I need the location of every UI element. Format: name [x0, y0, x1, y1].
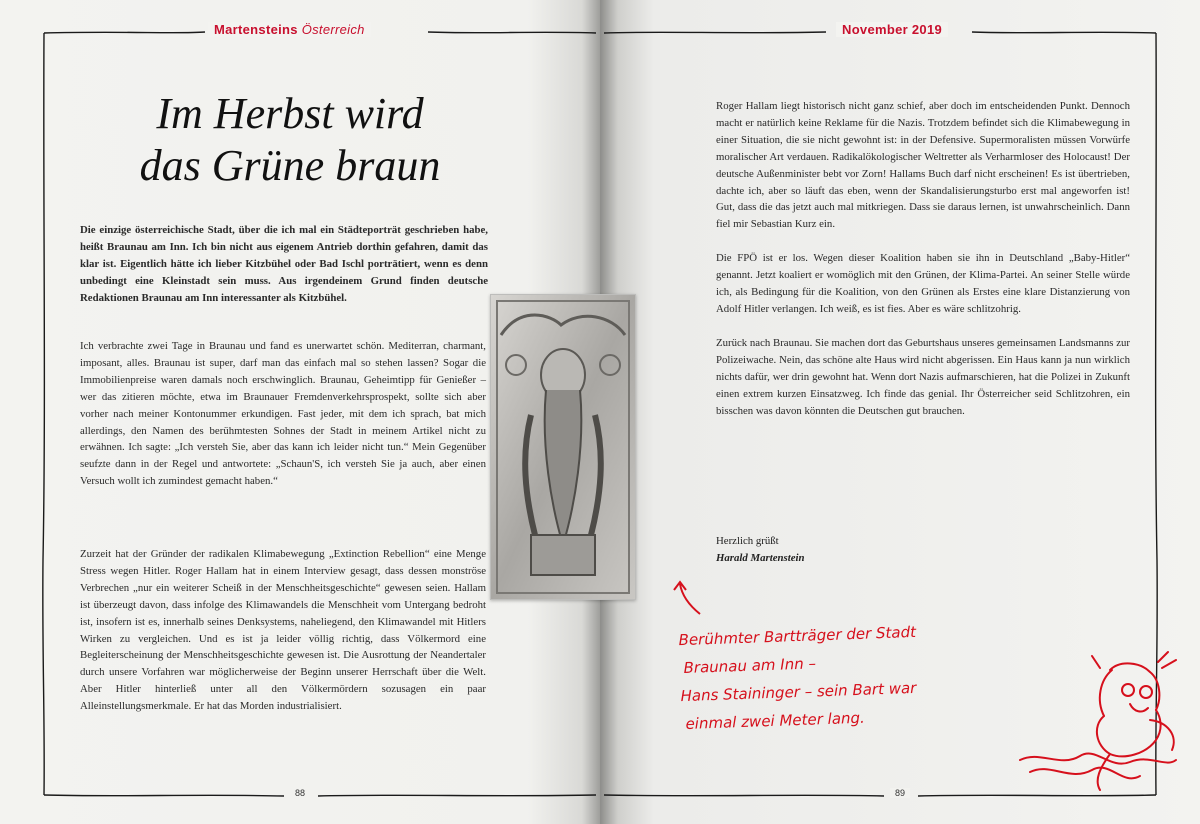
handwritten-arrow — [670, 578, 710, 618]
header-left-title: Martensteins Österreich — [208, 22, 371, 37]
statue-photo — [490, 294, 636, 600]
right-column — [716, 98, 1130, 436]
handnote-line1: Berühmter Bartträger der Stadt — [678, 622, 917, 650]
body-paragraph: Die FPÖ ist er los. Wegen dieser Koalition haben sie ihn in Deutschland „Baby-Hitler“ genannt. Jetzt koaliert er womöglich mit den Grünen, der Klima-Partei. An seiner Stelle würde ich, als Bedingung für die Koalition, von den Grünen als Erstes eine klare Distanzierung von Adolf Hitler verlangen. Ich weiß, es ist fies. Aber es wäre schlitzohrig. — [716, 252, 1130, 315]
handnote-line3: Hans Staininger – sein Bart war — [680, 678, 917, 706]
signature-name: Harald Martenstein — [716, 552, 805, 564]
intro-paragraph: Die einzige österreichische Stadt, über die ich mal ein Städteporträt geschrieben habe, heißt Braunau am Inn. Ich bin nicht aus eigenem Antrieb dorthin gefahren, damit das klar ist. Eigentlich hätte ich lieber Kitzbühel oder Bad Ischl porträtiert, wenn es denn unbedingt eine Kleinstadt sein muss. Aus irgendeinem Grund finden deutsche Redaktionen Braunau am Inn interessanter als Kitzbühel. — [80, 224, 488, 304]
body-paragraph: Zurzeit hat der Gründer der radikalen Klimabewegung „Extinction Rebellion“ eine Menge Stress wegen Hitler. Roger Hallam hat in einem Interview gesagt, dass dessen monströse Verbrechen „nur ein weiterer Scheiß in der Menschheitsgeschichte“ gewesen seien. Hallam ist überzeugt davon, dass infolge des Klimawandels die Menschheit vom Untergang bedroht ist, insofern ist es, innerhalb seines Denksystems, naheliegend, den Klimawandel mit Hitlers Wirken zu vergleichen. Und es ist ja leider völlig richtig, dass Völkermord eine Begleiterscheinung der Menschheitsgeschichte gewesen ist. Die Ausrottung der Neandertaler durch unsere Vorfahren war möglicherweise der Beginn unserer Herrschaft über die Welt. Aber Hitler hinterließ unter all den Völkermördern sozusagen ein paar Alleinstellungsmerkmale. Er hat das Morden industrialisiert. — [80, 548, 486, 713]
body-paragraph: Zurück nach Braunau. Sie machen dort das Geburtshaus unseres gemeinsamen Landsmanns zur Polizeiwache. Nein, das schöne alte Haus wird nicht abgerissen. Ein Haus kann ja nun wirklich nichts dafür, wer drin gewohnt hat. Wenn dort Nazis aufmarschieren, hat die Polizei in Zukunft einen extrem kurzen Einsatzweg. Ich finde das genial. Ihr Österreicher seid Schlitzohren, ein bisschen was davon könnten die Deutschen gut brauchen. — [716, 336, 1130, 417]
handnote-line2: Braunau am Inn – — [683, 654, 817, 678]
signature-block — [716, 533, 805, 567]
body-paragraph: Ich verbrachte zwei Tage in Braunau und fand es unerwartet schön. Mediterran, charmant, imposant, alles. Braunau ist super, darf man das einfach mal so stehen lassen? Sogar die Immobilienpreise waren damals noch erschwinglich. Braunau, Geheimtipp für Genießer – wer das zitieren möchte, etwa im Braunauer Fremdenverkehrsprospekt, sollte sich aber vorher nach meiner Kontonummer erkundigen. Fast jeder, mit dem ich sprach, bat mich allerdings, den Namen des berühmtesten Sohnes der Stadt in meinem Artikel nicht zu erwähnen. Ich sagte: „Ich versteh Sie, aber das kann ich leider nicht tun.“ Mein Gegenüber seufzte dann in der Regel und antwortete: „Schaun'S, ich versteh Sie ja auch, aber einen Versuch wollt ich zumindest gemacht haben.“ — [80, 340, 486, 488]
header-right-date: November 2019 — [836, 22, 948, 37]
handnote-line4: einmal zwei Meter lang. — [685, 708, 866, 733]
left-column-intro — [80, 222, 488, 324]
left-column-body — [80, 338, 486, 507]
bearded-man-doodle — [1000, 650, 1190, 800]
handwritten-note — [678, 618, 919, 738]
body-paragraph: Roger Hallam liegt historisch nicht ganz schief, aber doch im entscheidenden Punkt. Dennoch macht er natürlich keine Reklame für die Nazis. Trotzdem befindet sich die Klimabewegung in einer Situation, die sie nicht gewohnt ist: in der Defensive. Supermoralisten müssen Vorwürfe moralischer Art verdauen. Radikalökologischer Weltretter als Verharmloser des Holocaust! Der deutsche Außenminister bebt vor Zorn! Hallams Buch darf nicht erscheinen! Es ist übertrieben, dachte ich, aber so läuft das eben, wenn der Skandalisierungsturbo erst mal angeworfen ist! Gut, dass die das jetzt auch mal mitkriegen. Dass sie daraus lernen, ist unwahrscheinlich. Dann fiel mir Sebastian Kurz ein. — [716, 100, 1130, 231]
page-number-right: 89 — [890, 788, 910, 798]
left-column-body-2 — [80, 546, 486, 732]
article-headline — [80, 88, 500, 192]
page-number-left: 88 — [290, 788, 310, 798]
signature-greeting: Herzlich grüßt — [716, 535, 779, 547]
headline-line2: das Grüne braun — [139, 141, 441, 190]
headline-line1: Im Herbst wird — [156, 89, 424, 138]
